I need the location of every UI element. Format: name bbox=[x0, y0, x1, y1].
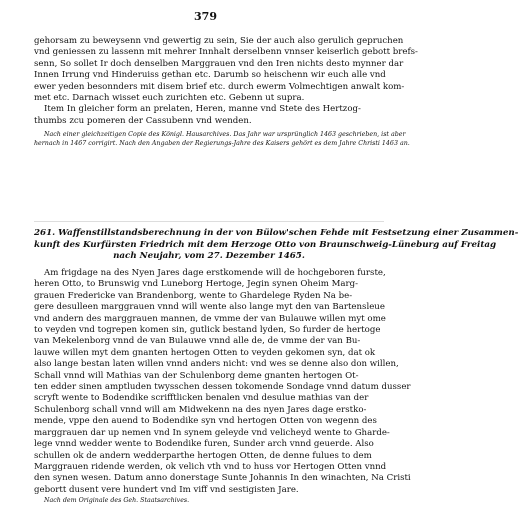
body-line: marggrauen dar up nemen vnd In synem geleyde vnd velicheyd wente to Gharde- bbox=[34, 427, 390, 438]
body-line: heren Otto, to Brunswig vnd Luneborg Hertoge, Jegin synen Oheim Marg- bbox=[34, 279, 359, 290]
body-line: den synen wesen. Datum anno donerstage Sunte Johannis In den winachten, Na Cristi bbox=[34, 473, 411, 484]
body-line: to veyden vnd togrepen komen sin, gutlick bestand lyden, So furder de hertoge bbox=[34, 325, 381, 336]
body-line: schullen ok de andern wedderparthe hertogen Otten, de denne fulues to dem bbox=[34, 450, 372, 461]
heading-line: kunft des Kurfürsten Friedrich mit dem Herzoge Otto von Braunschweig-Lüneburg auf Freitag bbox=[34, 239, 497, 250]
body-line: vnd andern des marggrauen mannen, de vmme der van Bulauwe willen myt ome bbox=[34, 313, 386, 324]
text-line: gehorsam zu beweysenn vnd gewertig zu sein, Sie der auch also gerulich gepruchen bbox=[34, 36, 404, 46]
text-line: Item In gleicher form an prelaten, Heren, manne vnd Stete des Hertzog- bbox=[44, 104, 361, 115]
source-note-line: Nach einer gleichzeitigen Copie des Königl. Hausarchives. Das Jahr war ursprünglich 1463 geschrieben, ist aber bbox=[44, 131, 406, 138]
top-text-block bbox=[34, 36, 418, 127]
body-line: van Mekelenborg vnnd de van Bulauwe vnnd alle de, de vmme der van Bu- bbox=[34, 336, 361, 347]
body-line: gere desulleen marggrauen vnnd will wente also lange myt den van Bartensleue bbox=[34, 302, 385, 313]
text-line: ewer yeden besonnders mit disem brief etc. durch ewerm Volmechtigen anwalt kom- bbox=[34, 81, 405, 92]
body-line: also lange bestan laten willen vnnd anders nicht: vnd wes se denne also don willen, bbox=[34, 359, 399, 370]
archive-note: Nach dem Originale des Geh. Staatsarchives. bbox=[44, 497, 190, 504]
source-note-block bbox=[34, 130, 410, 148]
body-line: mende, vppe den auend to Bodendike syn vnd hertogen Otten von wegenn des bbox=[34, 416, 377, 427]
archive-note-block bbox=[34, 496, 384, 505]
text-line: senn, So sollet Ir doch denselben Marggrauen vnd den Iren nichts desto mynner dar bbox=[34, 58, 404, 69]
text-line: Innen Irrung vnd Hinderuiss gethan etc. Darumb so heischenn wir euch alle vnd bbox=[34, 70, 386, 81]
body-line: gebortt dusent vere hundert vnd Im viff vnd sestigisten Jare. bbox=[34, 484, 299, 495]
body-line: lege vnnd wedder wente to Bodendike furen, Sunder arch vnnd geuerde. Also bbox=[34, 439, 374, 450]
section-divider bbox=[34, 221, 384, 222]
heading-line: nach Neujahr, vom 27. Dezember 1465. bbox=[113, 251, 305, 262]
document-body bbox=[34, 268, 411, 496]
body-line: grauen Fredericke van Brandenborg, wente to Ghardelege Ryden Na be- bbox=[34, 290, 353, 301]
body-line: Schulenborg schall vnnd will am Midwekenn na des nyen Jares dage erstko- bbox=[34, 404, 367, 415]
body-line: ten edder sinen amptluden twysschen dessen tokomende Sondage vnnd datum dusser bbox=[34, 382, 411, 393]
body-line: Am frigdage na des Nyen Jares dage erstkomende will de hochgeboren furste, bbox=[44, 268, 386, 278]
source-note-line: hernach in 1467 corrigirt. Nach den Angaben der Regierungs-Jahre des Kaisers gehört es dem Jahre Christi 1463 an. bbox=[34, 140, 410, 147]
body-line: scryft wente to Bodendike scrifftlicken benalen vnd desulue mathias van der bbox=[34, 393, 369, 404]
section-heading bbox=[34, 228, 518, 263]
page-number: 379 bbox=[194, 10, 217, 23]
text-line: thumbs zcu pomeren der Cassubenn vnd wenden. bbox=[34, 115, 252, 126]
body-line: Marggrauen ridende werden, ok velich vth vnd to huss vor Hertogen Otten vnnd bbox=[34, 461, 387, 472]
text-line: vnd geniessen zu lassenn mit mehrer Innhalt derselbenn vnnser keiserlich gebott brefs- bbox=[34, 47, 418, 58]
body-line: lauwe willen myt dem gnanten hertogen Otten to veyden gekomen syn, dat ok bbox=[34, 347, 376, 358]
body-line: Schall vnnd will Mathias van der Schulenborg deme gnanten hertogen Ot- bbox=[34, 370, 359, 381]
text-line: met etc. Darnach wisset euch zurichten etc. Gebenn ut supra. bbox=[34, 93, 305, 104]
heading-line: 261. Waffenstillstandsberechnung in der von Bülow'schen Fehde mit Festsetzung einer Zusammen- bbox=[34, 228, 518, 238]
